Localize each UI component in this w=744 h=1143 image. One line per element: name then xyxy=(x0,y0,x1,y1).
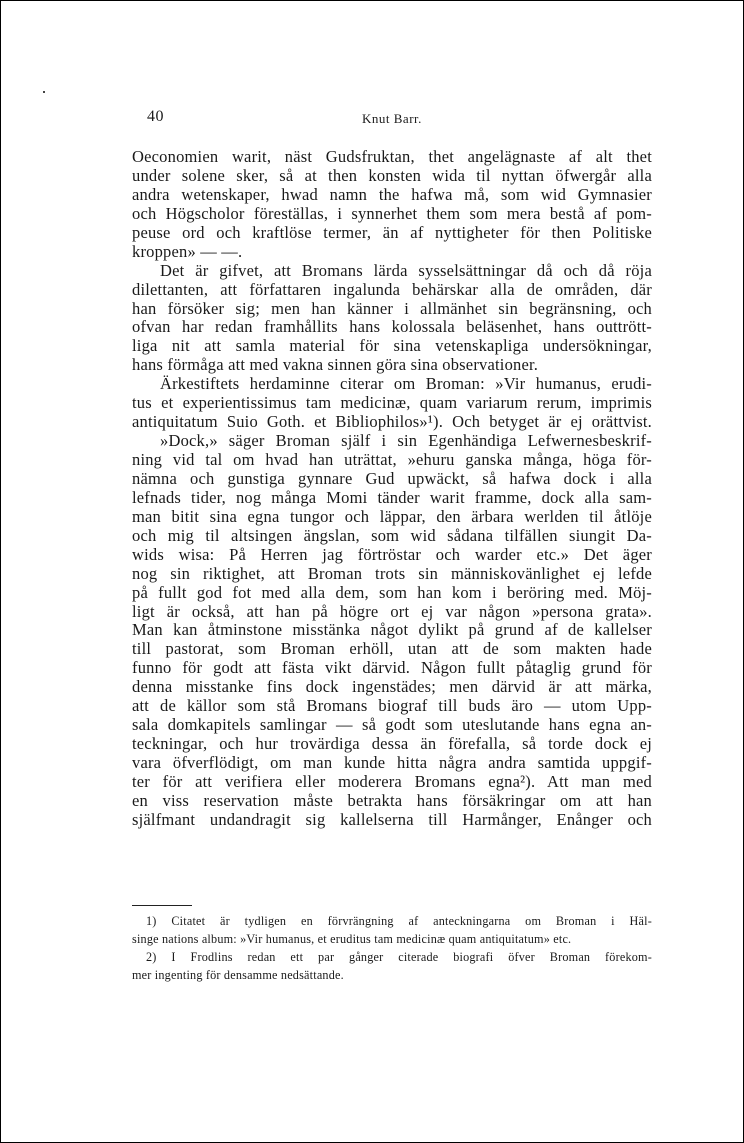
text-line: nog sin riktighet, att Broman trots sin människovänlighet ej lefde xyxy=(132,563,652,583)
footnote-line: 1) Citatet är tydligen en förvrängning af anteckningarna om Broman i Häl- xyxy=(146,914,652,928)
text-line: under solene sker, så at then konsten wida til nyttan öfwergår alla xyxy=(132,165,652,185)
text-line: wids wisa: På Herren jag förtröstar och warder etc.» Det äger xyxy=(132,544,652,564)
text-line: lefnads tider, nog många Momi tänder warit framme, dock alla sam- xyxy=(132,487,652,507)
text-line: och Högscholor föreställas, i synnerhet them som mera bestå af pom- xyxy=(132,203,652,223)
text-line: och mig til altsingen ängslan, som wid sådana tilfällen siungit Da- xyxy=(132,525,652,545)
page-header xyxy=(132,104,652,130)
text-line: liga nit att samla material för sina vetenskapliga undersökningar, xyxy=(132,336,652,356)
body-text xyxy=(132,148,652,830)
footnote-line: mer ingenting för densamme nedsättande. xyxy=(132,968,344,982)
text-line: denna misstanke fins dock ingenstädes; men därvid är att märka, xyxy=(132,677,652,697)
text-line: dilettanten, att författaren ingalunda behärskar alla de områden, där xyxy=(132,279,652,299)
text-line: vara öfverflödigt, om man kunde hitta några andra samtida uppgif- xyxy=(132,753,652,772)
text-line: ligt är också, att han på högre ort ej var någon »persona grata». xyxy=(132,601,652,621)
text-line: på fullt god fot med alla dem, som han kom i beröring med. Möj- xyxy=(132,582,652,602)
text-line: ofvan har redan framhållits hans kolossala beläsenhet, hans outtrött- xyxy=(132,317,652,337)
text-line: nämna och gunstiga gynnare Gud upwäckt, så hafwa dock i alla xyxy=(132,468,652,488)
text-line: Det är gifvet, att Bromans lärda sysselsättningar då och då röja xyxy=(160,260,652,280)
text-line: Oeconomien warit, näst Gudsfruktan, thet angelägnaste af alt thet xyxy=(132,147,652,166)
text-line: en viss reservation måste betrakta hans försäkringar om att han xyxy=(132,790,652,810)
text-line: sala domkapitels samlingar — så godt som uteslutande hans egna an- xyxy=(132,715,652,735)
page-number: 40 xyxy=(147,108,164,125)
text-line: funno för godt att fästa vikt därvid. Någon fullt påtaglig grund för xyxy=(132,658,652,678)
text-line: andra wetenskaper, hwad namn the hafwa må, som wid Gymnasier xyxy=(132,184,652,204)
text-line: själfmant undandragit sig kallelserna till Harmånger, Enånger och xyxy=(132,809,652,829)
text-line: han försöker sig; men han känner i allmänhet sin begränsning, och xyxy=(132,298,652,318)
text-line: tus et experientissimus tam medicinæ, quam variarum rerum, imprimis xyxy=(132,393,652,413)
stray-mark xyxy=(43,91,45,93)
text-line: antiquitatum Suio Goth. et Bibliophilos»¹). Och betyget är ej orättvist. xyxy=(132,412,652,432)
text-line: peuse ord och kraftlöse termer, än af nyttigheter för then Politiske xyxy=(132,222,652,242)
text-line: kroppen» — —. xyxy=(132,241,243,261)
text-line: ning vid tal om hvad han uträttat, »ehuru ganska många, höga för- xyxy=(132,450,652,469)
footnotes xyxy=(132,912,652,984)
text-line: man bitit sina egna tungor och läppar, den ärbara werlden til åtlöje xyxy=(132,506,652,526)
text-line: Ärkestiftets herdaminne citerar om Broman: »Vir humanus, erudi- xyxy=(160,374,652,394)
text-line: ter för att verifiera eller moderera Bromans egna²). Att man med xyxy=(132,771,652,791)
text-line: hans förmåga att med vakna sinnen göra sina observationer. xyxy=(132,355,539,375)
footnote-line: 2) I Frodlins redan ett par gånger citerade biografi öfver Broman förekom- xyxy=(146,950,652,964)
footnote-rule xyxy=(132,905,192,906)
running-head: Knut Barr. xyxy=(362,111,422,126)
text-line: teckningar, och hur trovärdiga dessa än förefalla, så torde dock ej xyxy=(132,734,652,754)
text-line: »Dock,» säger Broman själf i sin Egenhändiga Lefwernesbeskrif- xyxy=(160,431,652,451)
text-line: Man kan åtminstone misstänka något dylikt på grund af de kallelser xyxy=(132,620,652,640)
text-line: att de källor som stå Bromans biograf till buds äro — utom Upp- xyxy=(132,696,652,716)
text-line: till pastorat, som Broman erhöll, utan att de som makten hade xyxy=(132,639,652,659)
footnote-line: singe nations album: »Vir humanus, et eruditus tam medicinæ quam antiquitatum» etc. xyxy=(132,932,572,946)
